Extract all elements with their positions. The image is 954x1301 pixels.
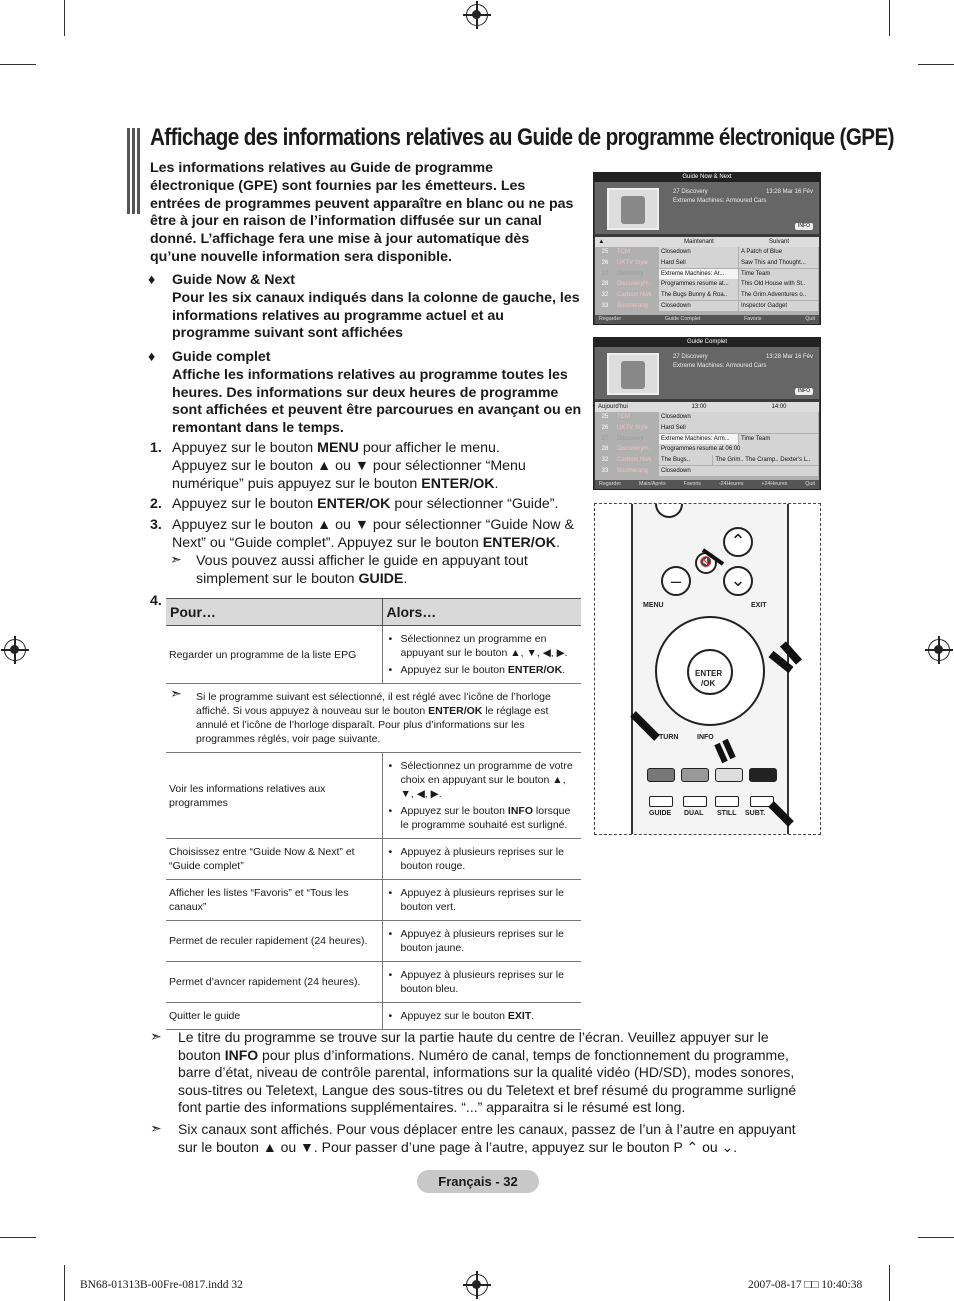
step-key: ENTER/OK (482, 534, 557, 551)
scroll-up-icon: ▲ (595, 239, 605, 245)
channel-row[interactable]: 33 Boomerang Closedown Inspector Gadget (595, 301, 819, 311)
crop-mark (0, 64, 36, 65)
channel-row[interactable]: 32 Cartoon Nwk The Bugs Bunny & Roa.. The Grim Adventures o.. (595, 290, 819, 300)
channel-row-selected[interactable]: 27 Discovery Extreme Machines: Ar... Time Team (595, 269, 819, 279)
info-label: INFO (697, 734, 714, 741)
action-item (387, 804, 579, 832)
step-number: 3. (150, 517, 162, 533)
channel-row[interactable]: 26 UKTV Style Hard Sell (595, 423, 819, 433)
action-item (387, 1009, 579, 1023)
column-header-pour: Pour… (166, 599, 382, 626)
enter-label: /OK (701, 679, 716, 688)
program-channel: 27 Discovery (673, 354, 708, 360)
screen-title: Guide Now & Next (594, 173, 820, 182)
note-text: le réglage est annulé et l’icône de l’horloge disparaît. Pour plus d’informations sur les programmes réglés, voir page suivante. (196, 705, 549, 745)
action-item: • Sélectionnez un programme de votre choix en appuyant sur le bouton ▲, ▼, ◀, ▶. (387, 759, 579, 801)
channel-row[interactable]: 28 DiscoveryH.. Programmes resume at... This Old House with St.. (595, 279, 819, 289)
title-decoration (127, 128, 142, 214)
table-cell-alors (382, 921, 581, 962)
action-text: Appuyez sur le bouton (400, 805, 508, 817)
table-cell-pour: Afficher les listes “Favoris” et “Tous les canaux” (166, 880, 382, 921)
table-cell-alors (382, 962, 581, 1003)
time-slot: 13:00 (691, 404, 707, 410)
bullet-head: Guide Now & Next (172, 272, 295, 288)
step-number: 2. (150, 496, 162, 512)
crop-mark (64, 0, 65, 36)
time-slot: 14:00 (771, 404, 787, 410)
action-text: . (562, 664, 566, 676)
program-channel: 27 Discovery (673, 189, 708, 195)
step-key: ENTER/OK (421, 475, 495, 492)
registration-mark-icon (4, 639, 26, 661)
preview-thumbnail (607, 353, 659, 395)
today-label: Aujourd'hui (598, 404, 628, 410)
page-title: Affichage des informations relatives au Guide de programme électronique (GPE) (150, 124, 894, 151)
action-item: • Appuyez à plusieurs reprises sur le bouton bleu. (387, 968, 579, 996)
epg-grid (595, 402, 819, 480)
bar-item: Quit (805, 316, 815, 323)
step-text: . (494, 475, 499, 492)
column-next: Suivant (768, 239, 789, 245)
screen-bottom-bar (595, 315, 819, 324)
channel-row[interactable]: 33 Boomerang Closedown (595, 466, 819, 476)
action-item: • Sélectionnez un programme en appuyant sur le bouton ▲, ▼, ◀, ▶. (387, 632, 579, 660)
action-key: ENTER/OK (507, 664, 563, 676)
footnote-text: Six canaux sont affichés. Pour vous déplacer entre les canaux, passez de l’un à l’autre en appuyant sur le bouton ▲ ou ▼. Pour passer d’une page à l’autre, appuyez sur le bouton P ⌃ ou ⌄. (178, 1121, 796, 1155)
preview-area (595, 347, 819, 399)
channel-row[interactable]: 25 TCM Closedown A Patch of Blue (595, 247, 819, 257)
bar-item: Quit (805, 481, 815, 488)
action-text: . (531, 1010, 535, 1022)
epg-grid (595, 237, 819, 315)
note-text: . (403, 570, 408, 587)
table-cell-alors (382, 880, 581, 921)
step-number: 1. (150, 440, 162, 456)
bar-item: Regarder (599, 481, 622, 488)
action-item: • Appuyez à plusieurs reprises sur le bouton rouge. (387, 845, 579, 873)
program-title: Extreme Machines: Armoured Cars (673, 198, 767, 204)
table-row (166, 1003, 581, 1030)
note-arrow-icon: ➣ (170, 551, 182, 567)
channel-row[interactable]: 26 UKTV Style Hard Sell Saw This and Thought... (595, 258, 819, 268)
program-title: Extreme Machines: Armoured Cars (673, 363, 767, 369)
table-note-row (166, 684, 581, 753)
preview-area (595, 182, 819, 234)
info-badge: INFO (795, 388, 813, 395)
footnote-text: Le titre du programme se trouve sur la partie haute du centre de l’écran. Veuillez appuyer sur le bouton (178, 1029, 769, 1063)
channel-up-button[interactable]: ⌃ (723, 527, 753, 557)
table-cell-alors (382, 1003, 581, 1030)
enter-label: ENTER (695, 669, 723, 678)
date-slug: 2007-08-17 □□ 10:40:38 (748, 1279, 863, 1291)
bar-item: Guide Complet (664, 316, 701, 323)
preview-thumbnail (607, 188, 659, 230)
bar-item: -24Heures (718, 481, 744, 488)
column-header-alors: Alors… (382, 599, 581, 626)
step-text: Appuyez sur le bouton (172, 440, 318, 456)
bar-item: +24Heures (761, 481, 788, 488)
action-item (387, 663, 579, 677)
note-arrow-icon: ➣ (170, 685, 182, 701)
note-arrow-icon: ➣ (150, 1028, 162, 1044)
screen-guide-now-next (593, 172, 821, 325)
table-row (166, 839, 581, 880)
table-cell-pour: Regarder un programme de la liste EPG (166, 626, 382, 684)
registration-mark-icon (466, 4, 488, 26)
guide-label: GUIDE (649, 810, 672, 817)
clock-text: 13:28 Mar 16 Fév (765, 189, 813, 195)
intro-paragraph: Les informations relatives au Guide de programme électronique (GPE) sont fournies par les émetteurs. Les entrées de programmes peuvent apparaître en blanc ou ne pas être à jour en raison de l’information diffusée sur un canal donné. L’affichage fera une mise à jour automatique dès qu’une nouvelle information sera disponible. (150, 160, 574, 265)
table-cell-pour: Choisissez entre “Guide Now & Next” et “Guide complet” (166, 839, 382, 880)
grid-header (595, 237, 819, 247)
action-key: EXIT (507, 1010, 532, 1022)
action-text: Appuyez sur le bouton (400, 664, 508, 676)
table-row (166, 753, 581, 839)
table-cell-pour: Permet de reculer rapidement (24 heures). (166, 921, 382, 962)
step-text: Appuyez sur le bouton ▲ ou ▼ pour sélectionner “Menu numérique” puis appuyez sur le bouton (172, 457, 526, 492)
mute-button[interactable]: 🔇 (695, 552, 717, 574)
crop-mark (64, 1265, 65, 1301)
table-cell-alors (382, 839, 581, 880)
remote-illustration (594, 503, 821, 835)
crop-mark (889, 0, 890, 36)
registration-mark-icon (928, 639, 950, 661)
page-number-badge: Français - 32 (417, 1170, 539, 1193)
diamond-icon: ♦ (148, 349, 156, 365)
bullet-body: Affiche les informations relatives au programme toutes les heures. Des informations sur deux heures de programme sont affichées et peuvent être parcourues en avançant ou en remontant dans le temps. (172, 366, 582, 437)
bar-item: Favoris (683, 481, 701, 488)
table-cell-pour: Permet d’avncer rapidement (24 heures). (166, 962, 382, 1003)
note-arrow-icon: ➣ (150, 1120, 162, 1136)
clock-text: 13:28 Mar 16 Fév (765, 354, 813, 360)
file-slug: BN68-01313B-00Fre-0817.indd 32 (80, 1279, 243, 1291)
exit-label: EXIT (751, 602, 767, 609)
screen-title: Guide Complet (594, 338, 820, 347)
bullet-body: Pour les six canaux indiqués dans la colonne de gauche, les informations relatives au programme actuel et au programme suivant sont affichées (172, 289, 580, 342)
action-text: lorsque le programme souhaité est surligné. (400, 805, 571, 831)
channel-down-button[interactable]: ⌄ (723, 566, 753, 596)
screen-bottom-bar (595, 480, 819, 489)
step-number: 4. (150, 593, 162, 609)
step-text: pour sélectionner “Guide”. (390, 496, 559, 512)
crop-mark (889, 1265, 890, 1301)
diamond-icon: ♦ (148, 272, 156, 288)
still-label: STILL (717, 810, 737, 817)
action-item: • Appuyez à plusieurs reprises sur le bouton jaune. (387, 927, 579, 955)
step-text: . (556, 534, 560, 551)
step-text: Appuyez sur le bouton ▲ ou ▼ pour sélectionner “Guide Now & Next” ou “Guide complet”. Appuyez sur le bouton (172, 517, 574, 551)
channel-row[interactable]: 28 DiscoveryH.. Programmes resume at 06:00 (595, 444, 819, 454)
crop-mark (0, 1237, 36, 1238)
note-key: GUIDE (358, 570, 404, 587)
program-info (673, 188, 813, 206)
volume-down-button[interactable]: – (661, 566, 691, 596)
bullet-head: Guide complet (172, 349, 271, 365)
bar-item: Main/Après (638, 481, 666, 488)
table-cell-pour: Voir les informations relatives aux programmes (166, 753, 382, 839)
action-item: • Appuyez à plusieurs reprises sur le bouton vert. (387, 886, 579, 914)
step-text: pour afficher le menu. (358, 440, 500, 456)
dual-label: DUAL (684, 810, 704, 817)
channel-row[interactable]: 25 TCM Closedown (595, 412, 819, 422)
channel-row-selected[interactable]: 27 Discovery Extreme Machines: Arm... Time Team (595, 434, 819, 444)
screen-guide-complet (593, 337, 821, 490)
step-key: ENTER/OK (317, 496, 391, 512)
grid-header (595, 402, 819, 412)
crop-mark (918, 64, 954, 65)
bar-item: Regarder (599, 316, 622, 323)
action-key: INFO (507, 805, 533, 817)
footnote-text: pour plus d’informations. Numéro de canal, temps de fonctionnement du programme, barre d’état, niveau de contrôle parental, informations sur la qualité vidéo (HD/SD), modes sonores, sous-titres ou Teletext, Langue des sous-titres ou du Teletext et bref résumé du programme surligné font partie des informations supplémentaires. “...” apparaitra si le résumé est long. (178, 1046, 797, 1116)
pointer-arrows-icon (595, 504, 821, 835)
registration-mark-icon (466, 1274, 488, 1296)
return-label: TURN (659, 734, 679, 741)
table-row (166, 921, 581, 962)
footnote-key: INFO (224, 1046, 259, 1063)
table-row (166, 626, 581, 684)
subtitle-label: SUBT. (745, 810, 766, 817)
note-text: Si le programme suivant est sélectionné, il est réglé avec l’icône de l’horloge affiché. Si vous appuyez à nouveau sur le bouton (196, 691, 551, 717)
action-text: Appuyez sur le bouton (400, 1010, 508, 1022)
crop-mark (918, 1237, 954, 1238)
note-key: ENTER/OK (428, 705, 483, 717)
table-row (166, 962, 581, 1003)
step-key: MENU (317, 440, 359, 456)
channel-row[interactable]: 32 Cartoon Nwk The Bugs.. The Grim.. The Cramp.. Dexter's L.. (595, 455, 819, 465)
table-note (166, 684, 581, 753)
operations-table (166, 598, 581, 1030)
table-cell-pour: Quitter le guide (166, 1003, 382, 1030)
note-text: Vous pouvez aussi afficher le guide en appuyant tout simplement sur le bouton (196, 553, 528, 587)
menu-label: MENU (643, 602, 664, 609)
table-cell-alors (382, 753, 581, 839)
table-cell-alors (382, 626, 581, 684)
bar-item: Favoris (744, 316, 762, 323)
step-text: Appuyez sur le bouton (172, 496, 318, 512)
program-info (673, 353, 813, 371)
info-badge: INFO (795, 223, 813, 230)
column-now: Maintenant (684, 239, 714, 245)
table-row (166, 880, 581, 921)
